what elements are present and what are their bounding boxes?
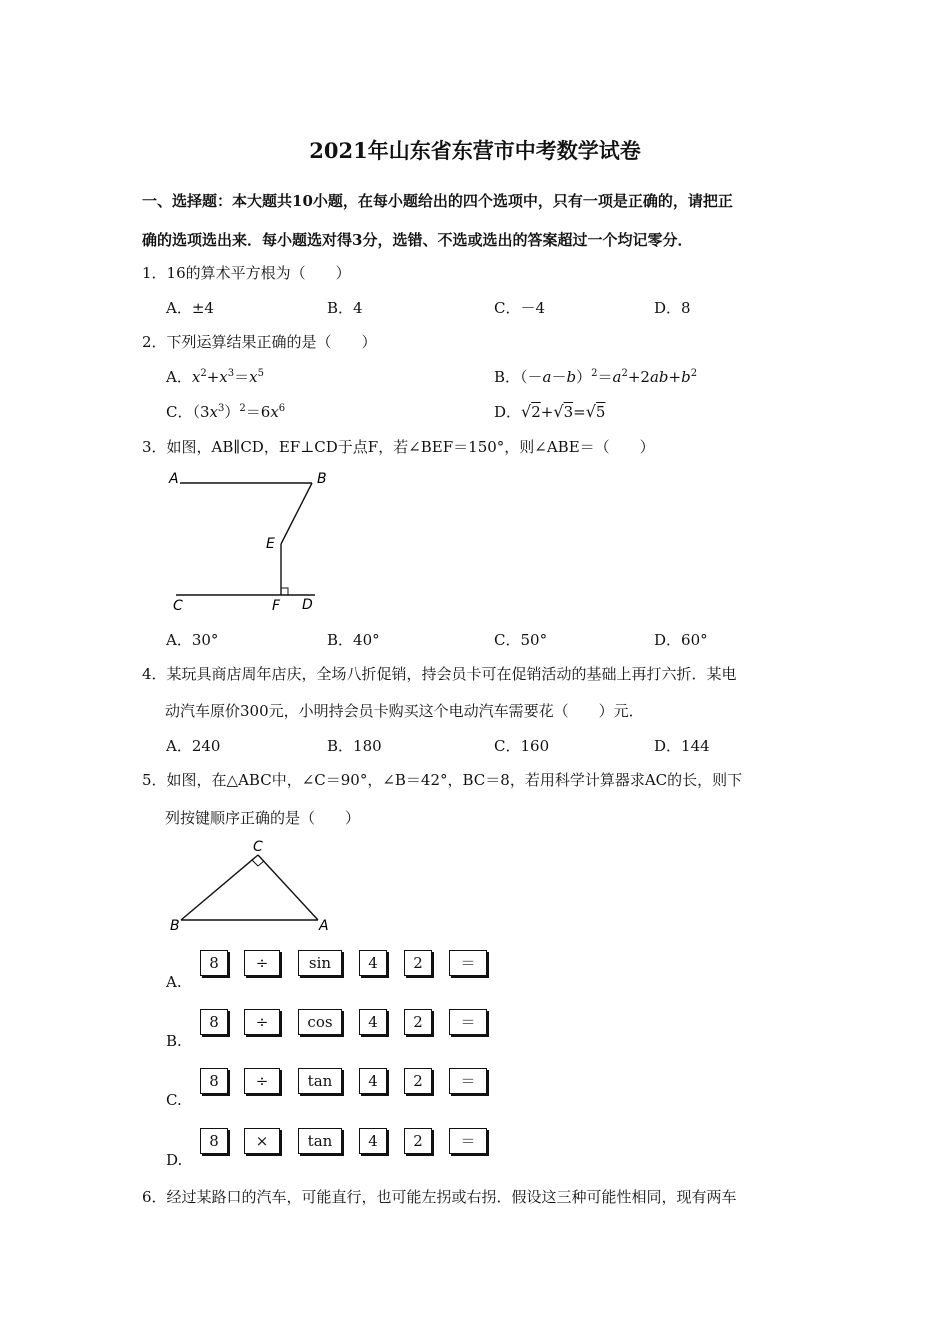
q5-triangle-figure: [162, 836, 342, 940]
q5-d-key-4: 4: [359, 1128, 387, 1154]
q5-c-key-tan: tan: [298, 1068, 342, 1094]
q5-option-b-label: B.: [166, 1032, 182, 1050]
q5-b-key-4: 4: [359, 1009, 387, 1035]
question-6-line1: 6．经过某路口的汽车，可能直行，也可能左拐或右拐．假设这三种可能性相同，现有两车: [142, 1188, 737, 1206]
q4-option-b: B．180: [327, 737, 382, 755]
q4-option-c: C．160: [494, 737, 550, 755]
q4-option-a: A．240: [166, 737, 221, 755]
q3-option-c: C．50°: [494, 631, 548, 649]
q1-option-a: A．±4: [166, 299, 214, 317]
question-4-line1: 4．某玩具商店周年店庆，全场八折促销，持会员卡可在促销活动的基础上再打六折．某电: [142, 665, 737, 683]
q5-c-key-4: 4: [359, 1068, 387, 1094]
q2-option-d: D．√2+√3=√5: [494, 402, 606, 421]
question-5-line2: 列按键顺序正确的是（ ）: [165, 809, 361, 827]
q3-label-c: C: [173, 598, 183, 614]
q5-a-key-sin: sin: [298, 950, 342, 976]
q5-b-key-2: 2: [404, 1009, 432, 1035]
q5-c-key-8: 8: [200, 1068, 228, 1094]
q5-b-key-8: 8: [200, 1009, 228, 1035]
q5-c-key-2: 2: [404, 1068, 432, 1094]
q5-option-a-label: A.: [166, 973, 182, 991]
q1-option-d: D．8: [654, 299, 691, 317]
q5-label-b: B: [170, 918, 180, 934]
q5-label-a: A: [319, 918, 329, 934]
q1-option-c: C．－4: [494, 299, 546, 317]
question-5-line1: 5．如图，在△ABC中，∠C＝90°，∠B＝42°，BC＝8，若用科学计算器求AC的长，则下: [142, 771, 743, 789]
q5-a-key-divide: ÷: [244, 950, 280, 976]
q5-b-key-equals: ＝: [449, 1009, 487, 1035]
q3-label-f: F: [272, 598, 281, 614]
q5-d-key-2: 2: [404, 1128, 432, 1154]
q2-option-a: A．$x^2+x^3=x^5$: [166, 368, 264, 386]
q2-option-c: C．$(3x^3)^2=6x^6$: [166, 403, 286, 421]
q5-a-key-8: 8: [200, 950, 228, 976]
q3-label-e: E: [266, 536, 275, 552]
q5-d-key-multiply: ×: [244, 1128, 280, 1154]
question-4-line2: 动汽车原价300元，小明持会员卡购买这个电动汽车需要花（ ）元．: [165, 702, 644, 720]
q5-a-key-2: 2: [404, 950, 432, 976]
question-3-stem: 3．如图，AB∥CD，EF⊥CD于点F，若∠BEF＝150°，则∠ABE＝（ ）: [142, 438, 655, 456]
q5-option-d-label: D.: [166, 1151, 183, 1169]
q5-c-key-divide: ÷: [244, 1068, 280, 1094]
q5-b-key-divide: ÷: [244, 1009, 280, 1035]
q3-option-a: A．30°: [166, 631, 219, 649]
q5-c-key-equals: ＝: [449, 1068, 487, 1094]
q5-d-key-equals: ＝: [449, 1128, 487, 1154]
q5-d-key-8: 8: [200, 1128, 228, 1154]
q5-b-key-cos: cos: [298, 1009, 342, 1035]
q3-option-b: B．40°: [327, 631, 380, 649]
q5-a-key-4: 4: [359, 950, 387, 976]
section-heading-line2: 确的选项选出来．每小题选对得3分，选错、不选或选出的答案超过一个均记零分．: [142, 231, 693, 249]
page-title: 2021年山东省东营市中考数学试卷: [309, 138, 641, 163]
q3-label-d: D: [302, 597, 313, 613]
q4-option-d: D．144: [654, 737, 710, 755]
q2-option-b: B．$(-a-b)^2=a^2+2ab+b^2$: [494, 368, 698, 386]
q3-label-b: B: [317, 471, 327, 487]
q1-option-b: B．4: [327, 299, 363, 317]
question-2-stem: 2．下列运算结果正确的是（ ）: [142, 333, 377, 351]
q5-label-c: C: [253, 839, 263, 855]
question-1-stem: 1．16的算术平方根为（ ）: [142, 264, 351, 282]
q3-label-a: A: [169, 471, 179, 487]
q5-d-key-tan: tan: [298, 1128, 342, 1154]
q5-a-key-equals: ＝: [449, 950, 487, 976]
q3-figure: [160, 466, 340, 618]
section-heading-line1: 一、选择题：本大题共10小题，在每小题给出的四个选项中，只有一项是正确的，请把正: [142, 192, 733, 210]
q3-option-d: D．60°: [654, 631, 708, 649]
q5-option-c-label: C.: [166, 1091, 182, 1109]
